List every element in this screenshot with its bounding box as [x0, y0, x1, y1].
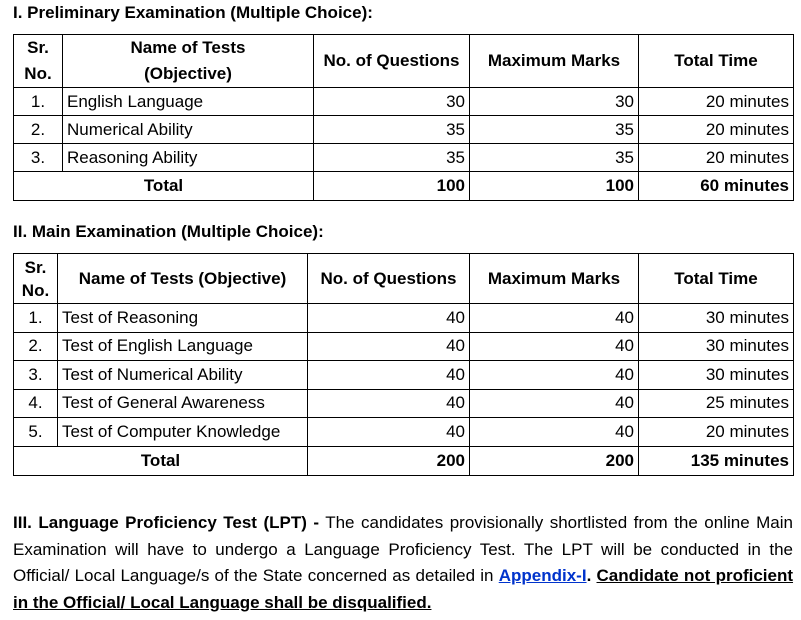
- table-total-row: [14, 172, 794, 201]
- header-sr-line1: Sr.: [24, 257, 47, 277]
- total-time: 135 minutes: [639, 446, 794, 475]
- appendix-link[interactable]: Appendix-I: [498, 566, 587, 585]
- header-name: Name of Tests (Objective): [58, 254, 308, 304]
- total-questions: 200: [308, 446, 470, 475]
- table-row: [14, 389, 794, 418]
- lpt-period: .: [586, 566, 597, 585]
- cell-sr: 5.: [14, 418, 58, 447]
- cell-sr: 3.: [14, 144, 63, 172]
- cell-name: English Language: [63, 88, 314, 116]
- table-total-row: [14, 446, 794, 475]
- cell-marks: 30: [470, 88, 639, 116]
- total-questions: 100: [314, 172, 470, 201]
- cell-name: Test of Reasoning: [58, 304, 308, 333]
- header-marks: Maximum Marks: [470, 254, 639, 304]
- cell-marks: 40: [470, 389, 639, 418]
- header-questions: No. of Questions: [308, 254, 470, 304]
- cell-marks: 40: [470, 304, 639, 333]
- header-time: Total Time: [639, 254, 794, 304]
- cell-name: Test of English Language: [58, 332, 308, 361]
- cell-name: Test of Computer Knowledge: [58, 418, 308, 447]
- header-sr-line2: No.: [24, 64, 52, 83]
- cell-marks: 40: [470, 418, 639, 447]
- cell-name: Test of Numerical Ability: [58, 361, 308, 390]
- header-sr: [14, 254, 58, 304]
- header-marks: Maximum Marks: [470, 35, 639, 88]
- cell-time: 30 minutes: [639, 361, 794, 390]
- prelim-heading: I. Preliminary Examination (Multiple Choice):: [13, 3, 373, 22]
- lpt-lead: III. Language Proficiency Test (LPT) -: [13, 513, 320, 532]
- cell-questions: 40: [308, 389, 470, 418]
- cell-sr: 4.: [14, 389, 58, 418]
- table-row: [14, 116, 794, 144]
- cell-name: Reasoning Ability: [63, 144, 314, 172]
- header-sr: [14, 35, 63, 88]
- total-label: Total: [14, 446, 308, 475]
- cell-marks: 35: [470, 116, 639, 144]
- main-table: [13, 253, 794, 476]
- header-name-line1: Name of Tests: [130, 38, 246, 57]
- prelim-table: [13, 34, 794, 201]
- cell-sr: 1.: [14, 88, 63, 116]
- cell-time: 20 minutes: [639, 88, 794, 116]
- lpt-warning: Candidate not proficient in the Official/ Local Language shall be disqualified.: [13, 566, 794, 612]
- total-marks: 100: [470, 172, 639, 201]
- cell-time: 25 minutes: [639, 389, 794, 418]
- table-row: [14, 304, 794, 333]
- cell-marks: 35: [470, 144, 639, 172]
- main-heading: II. Main Examination (Multiple Choice):: [13, 222, 324, 241]
- cell-sr: 2.: [14, 116, 63, 144]
- header-time: Total Time: [639, 35, 794, 88]
- table-header-row: [14, 35, 794, 88]
- cell-time: 20 minutes: [639, 418, 794, 447]
- cell-sr: 3.: [14, 361, 58, 390]
- table-header-row: [14, 254, 794, 304]
- cell-questions: 40: [308, 361, 470, 390]
- cell-questions: 35: [314, 144, 470, 172]
- cell-questions: 40: [308, 418, 470, 447]
- total-time: 60 minutes: [639, 172, 794, 201]
- lpt-body: The candidates provisionally shortlisted from the online Main Examination will have to undergo a Language Proficiency Test. The LPT will be conducted in the Official/ Local Language/s of the State concerned as detailed in: [13, 513, 793, 585]
- header-name-line2: (Objective): [144, 64, 232, 83]
- table-row: [14, 144, 794, 172]
- cell-time: 20 minutes: [639, 144, 794, 172]
- table-row: [14, 361, 794, 390]
- cell-time: 30 minutes: [639, 332, 794, 361]
- header-name: [63, 35, 314, 88]
- cell-questions: 30: [314, 88, 470, 116]
- cell-questions: 35: [314, 116, 470, 144]
- header-questions: No. of Questions: [314, 35, 470, 88]
- cell-questions: 40: [308, 304, 470, 333]
- cell-marks: 40: [470, 361, 639, 390]
- cell-sr: 2.: [14, 332, 58, 361]
- header-sr-line1: Sr.: [27, 38, 49, 57]
- table-row: [14, 332, 794, 361]
- cell-marks: 40: [470, 332, 639, 361]
- cell-questions: 40: [308, 332, 470, 361]
- cell-time: 20 minutes: [639, 116, 794, 144]
- cell-sr: 1.: [14, 304, 58, 333]
- total-marks: 200: [470, 446, 639, 475]
- cell-name: Test of General Awareness: [58, 389, 308, 418]
- total-label: Total: [14, 172, 314, 201]
- table-row: [14, 418, 794, 447]
- cell-time: 30 minutes: [639, 304, 794, 333]
- lpt-paragraph: [13, 510, 793, 616]
- header-sr-line2: No.: [21, 280, 50, 300]
- table-row: [14, 88, 794, 116]
- cell-name: Numerical Ability: [63, 116, 314, 144]
